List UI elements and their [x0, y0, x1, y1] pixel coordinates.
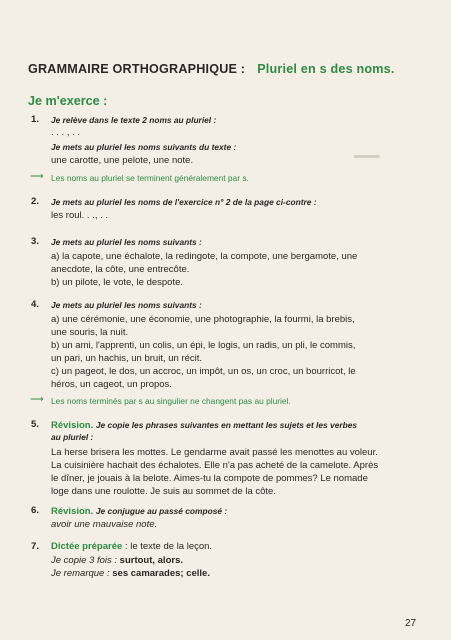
instruction: au pluriel :: [51, 432, 94, 442]
exercise-line: le dîner, je jouais à la belote. Aimes-tu la compote de pommes? Le nomade: [51, 473, 368, 484]
dots: . . . , . .: [51, 127, 81, 138]
exercise-number: 6.: [31, 505, 40, 516]
exercise-number: 5.: [31, 419, 40, 430]
title-main: GRAMMAIRE ORTHOGRAPHIQUE :: [28, 62, 246, 76]
remark-line: [51, 568, 210, 580]
instruction: Je mets au pluriel les noms suivants du texte :: [51, 142, 237, 152]
exercise-line: a) une cérémonie, une économie, une photographie, la fourmi, la brebis,: [51, 314, 355, 325]
copy-label: Je copie 3 fois :: [51, 555, 118, 566]
revision-label: Révision.: [51, 506, 94, 517]
page-number: 27: [405, 618, 417, 629]
copy-line: [51, 555, 183, 567]
instruction: Je mets au pluriel les noms suivants :: [51, 300, 202, 310]
remark-words: ses camarades; celle.: [112, 568, 210, 579]
exercise-number: 2.: [31, 196, 40, 207]
instruction-line: [51, 419, 357, 432]
exercise-text: les roul. . ., . .: [51, 210, 109, 221]
exercise-line: un pari, un hachis, un bruit, un récit.: [51, 353, 203, 364]
instruction: Je relève dans le texte 2 noms au pluriel :: [51, 115, 217, 125]
exercise-number: 1.: [31, 114, 40, 125]
title-topic: Pluriel en s des noms.: [257, 62, 395, 76]
exercise-line: loge dans une roulotte. Je suis au sommet de la côte.: [51, 486, 276, 497]
instruction: Je mets au pluriel les noms suivants :: [51, 237, 202, 247]
exercise-line: La herse brisera les mottes. Le gendarme avait passé les menottes au voleur.: [51, 447, 378, 458]
exercise-line: a) la capote, une échalote, la redingote, la compote, une bergamote, une: [51, 251, 358, 262]
exercise-line: héros, un cageot, un propos.: [51, 379, 172, 390]
exercise-number: 7.: [31, 541, 40, 552]
arrow-icon: ⟶: [30, 394, 44, 405]
exercise-line: b) un ami, l'apprenti, un colis, un épi, le logis, un radis, un pli, le commis,: [51, 340, 356, 351]
exercise-number: 4.: [31, 299, 40, 310]
instruction-line: [51, 505, 227, 518]
rule-note: Les noms terminés par s au singulier ne changent pas au pluriel.: [51, 396, 291, 406]
section-heading: Je m'exerce :: [28, 94, 108, 108]
dictation-label: Dictée préparée: [51, 541, 123, 552]
page-smudge: [354, 155, 380, 158]
page-title: [28, 62, 395, 76]
instruction: Je mets au pluriel les noms de l'exercice n° 2 de la page ci-contre :: [51, 197, 317, 207]
instruction: Je copie les phrases suivantes en mettant les sujets et les verbes: [95, 420, 358, 430]
remark-label: Je remarque :: [51, 568, 110, 579]
exercise-line: La cuisinière hachait des échalotes. Elle n'a pas acheté de la camelote. Après: [51, 460, 379, 471]
exercise-text: une carotte, une pelote, une note.: [51, 155, 194, 166]
copy-words: surtout, alors.: [119, 555, 183, 566]
rule-note: Les noms au pluriel se terminent généralement par s.: [51, 173, 249, 183]
dictation-text: : le texte de la leçon.: [124, 541, 213, 552]
exercise-line: c) un pageot, le dos, un accroc, un impôt, un os, un croc, un bourricot, le: [51, 366, 356, 377]
instruction: Je conjugue au passé composé :: [95, 506, 228, 516]
exercise-line: anecdote, la côte, une entrecôte.: [51, 264, 190, 275]
instruction-line: [51, 541, 212, 553]
exercise-line: une souris, la nuit.: [51, 327, 129, 338]
exercise-line: b) un pilote, le vote, le despote.: [51, 277, 184, 288]
exercise-text: avoir une mauvaise note.: [51, 519, 158, 530]
exercise-number: 3.: [31, 236, 40, 247]
arrow-icon: ⟶: [30, 171, 44, 182]
revision-label: Révision.: [51, 420, 94, 431]
